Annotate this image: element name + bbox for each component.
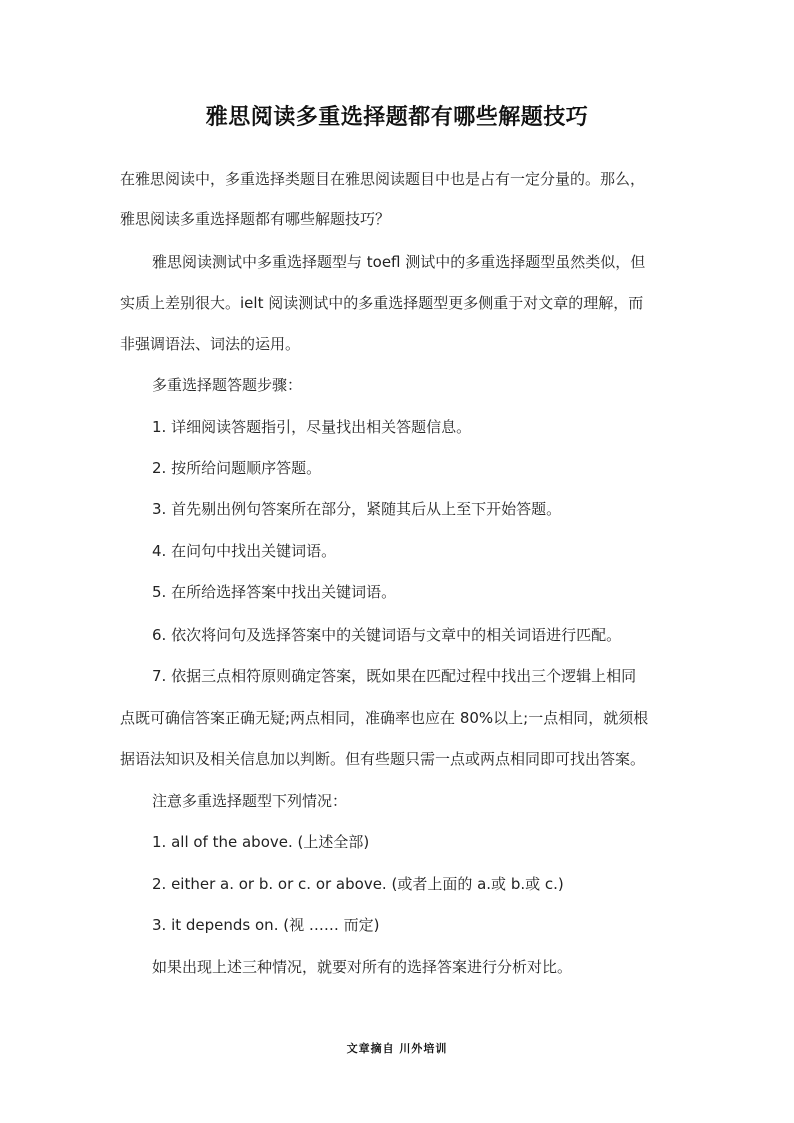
para1-line-1: 雅思阅读测试中多重选择题型与 toefl 测试中的多重选择题型虽然类似，但	[152, 253, 646, 271]
step-item: 5. 在所给选择答案中找出关键词语。	[152, 583, 397, 601]
step-7-line-1: 7. 依据三点相符原则确定答案，既如果在匹配过程中找出三个逻辑上相同	[152, 667, 637, 685]
footer-source: 文章摘自 川外培训	[346, 1042, 448, 1055]
step-7-line-2: 点既可确信答案正确无疑;两点相同，准确率也应在 80%以上;一点相同，就须根	[120, 709, 649, 727]
para1-line-2: 实质上差别很大。ielt 阅读测试中的多重选择题型更多侧重于对文章的理解，而	[120, 294, 644, 312]
note-item: 2. either a. or b. or c. or above. (或者上面的 a.或 b.或 c.)	[152, 875, 564, 893]
step-item: 2. 按所给问题顺序答题。	[152, 459, 322, 477]
step-item: 3. 首先剔出例句答案所在部分，紧随其后从上至下开始答题。	[152, 500, 562, 518]
step-7-line-3: 据语法知识及相关信息加以判断。但有些题只需一点或两点相同即可找出答案。	[120, 750, 646, 768]
note-item: 1. all of the above. (上述全部)	[152, 833, 370, 851]
intro-line-1: 在雅思阅读中，多重选择类题目在雅思阅读题目中也是占有一定分量的。那么，	[120, 170, 646, 188]
document-title: 雅思阅读多重选择题都有哪些解题技巧	[205, 105, 589, 130]
note-item: 3. it depends on. (视 …… 而定)	[152, 916, 380, 934]
step-item: 1. 详细阅读答题指引，尽量找出相关答题信息。	[152, 418, 472, 436]
steps-heading: 多重选择题答题步骤：	[152, 376, 303, 394]
notes-heading: 注意多重选择题型下列情况：	[152, 792, 348, 810]
intro-line-2: 雅思阅读多重选择题都有哪些解题技巧？	[120, 210, 391, 228]
step-item: 4. 在问句中找出关键词语。	[152, 542, 337, 560]
step-item: 6. 依次将问句及选择答案中的关键词语与文章中的相关词语进行匹配。	[152, 626, 622, 644]
para1-line-3: 非强调语法、词法的运用。	[120, 335, 301, 353]
closing-line: 如果出现上述三种情况，就要对所有的选择答案进行分析对比。	[152, 958, 573, 976]
